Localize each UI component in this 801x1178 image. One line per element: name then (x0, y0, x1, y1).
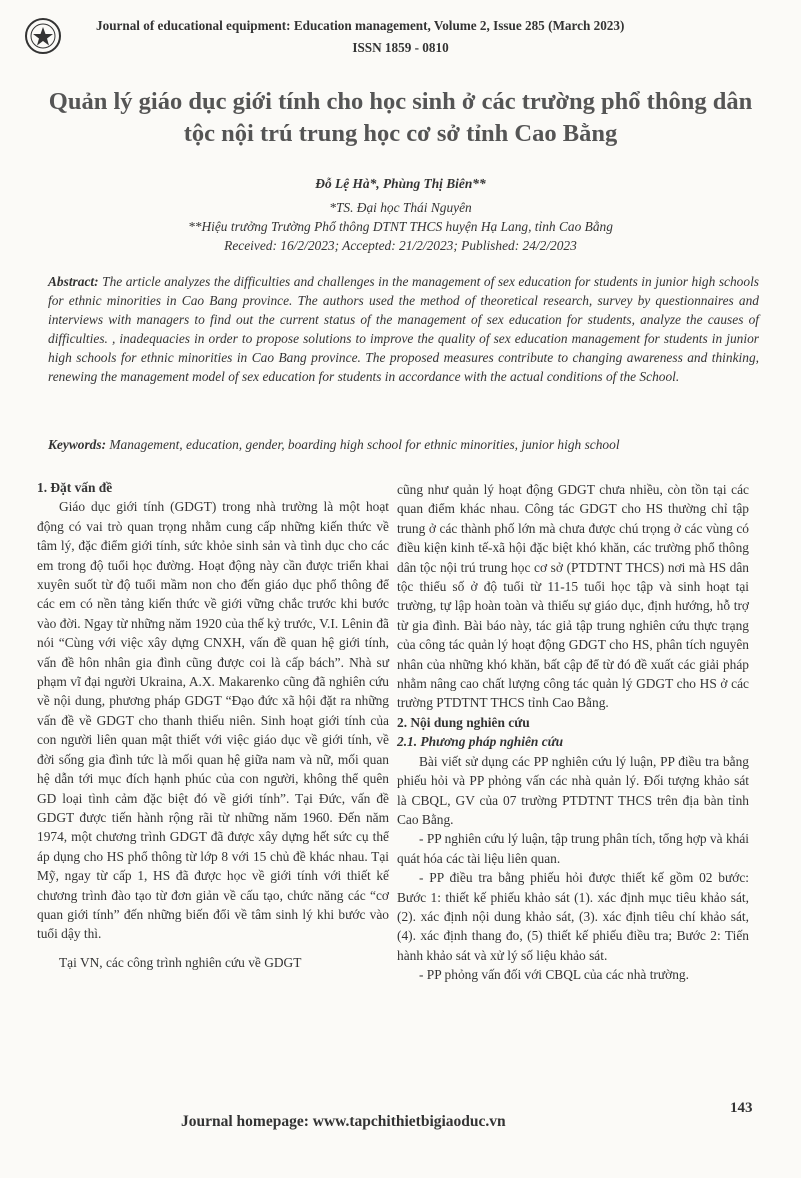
keywords (48, 435, 759, 454)
section-heading-2: 2. Nội dung nghiên cứu (397, 714, 530, 730)
paragraph: Bài viết sử dụng các PP nghiên cứu lý luận, PP điều tra bằng phiếu hỏi và PP phỏng vấn các nhà quản lý. Đối tượng khảo sát là CBQL, GV của 07 trường PTDTNT THCS trên địa bàn tỉnh Cao Bằng. (397, 753, 749, 827)
affiliation-1: *TS. Đại học Thái Nguyên (329, 200, 472, 215)
abstract-label: Abstract: (48, 274, 99, 289)
article-title: Quản lý giáo dục giới tính cho học sinh ở các trường phổ thông dân tộc nội trú trung học cơ sở tỉnh Cao Bằng (48, 88, 753, 147)
paragraph: Giáo dục giới tính (GDGT) trong nhà trường là một hoạt động có vai trò quan trọng nhằm cung cấp những kiến thức về tâm lý, đặc điểm giới tính, sức khỏe sinh sản và tình dục cho các em trong độ tuổi học đường. Hoạt động này cần được triển khai xuyên suốt từ độ tuổi mầm non cho đến giáo dục phổ thông để các em có nền tảng kiến thức về giới vững chắc trước khi bước vào đời. Ngay từ những năm 1920 của thế kỷ trước, V.I. Lênin đã nói “Cùng với việc xây dựng CNXH, vấn đề quan hệ giới tính, vấn đề hôn nhân gia đình cũng được coi là cấp bách”. Nhà sư phạm vĩ đại người Ukraina, A.X. Makarenko cũng đã nghiên cứu về nội dung, phương pháp GDGT “Đạo đức xã hội đặt ra những vấn đề về GDGT cho thanh thiếu niên. Sinh hoạt giới tính của con người liên quan mật thiết với việc giáo dục về giới tính, về đời sống gia đình tức là mối quan hệ giữa nam và nữ, mối quan hệ dẫn tới mục đích hạnh phúc của con người, không thể quên GD loại tình cảm đặc biệt đó về giới tính”. Tại Đức, vấn đề GDGT được tiến hành rộng rãi từ những năm 1960. Đến năm 1974, một chương trình GDGT đã được xây dựng hết sức cụ thể áp dụng cho HS phổ thông từ lớp 8 với 15 chủ đề khác nhau. Tại Mỹ, ngay từ cấp 1, HS đã được học về giới tính với thiết kế chương trình đào tạo từ đơn giản về cấu tạo, chức năng các “cơ quan giới tính” đến những biến đổi về tâm sinh lý khi bước vào tuổi dậy thì. (37, 499, 389, 942)
right-column (397, 480, 749, 985)
issn-line: ISSN 1859 - 0810 (352, 40, 449, 55)
abstract-text: The article analyzes the difficulties and challenges in the management of sex education for students in junior high schools for ethnic minorities in Cao Bang province. The authors used the method of theoretical research, survey by questionnaires and interviews with managers to find out the current status of the management of sex education for students, analyze the causes of difficulties. , inadequacies in order to propose solutions to improve the quality of sex education management for students in junior high schools for ethnic minorities in Cao Bang province. The proposed measures contribute to changing awareness and thinking, renewing the management model of sex education for students in accordance with the actual conditions of the School. (48, 274, 759, 384)
subsection-heading-2-1: 2.1. Phương pháp nghiên cứu (397, 734, 564, 750)
page-number: 143 (730, 1100, 753, 1116)
journal-homepage: Journal homepage: www.tapchithietbigiaoduc.vn (181, 1113, 506, 1130)
journal-header: Journal of educational equipment: Education management, Volume 2, Issue 285 (March 2023) (96, 18, 625, 33)
paragraph: - PP phỏng vấn đối với CBQL của các nhà trường. (419, 967, 689, 983)
publication-dates: Received: 16/2/2023; Accepted: 21/2/2023; Published: 24/2/2023 (224, 238, 577, 253)
paragraph: - PP điều tra bằng phiếu hỏi được thiết kế gồm 02 bước: Bước 1: thiết kế phiếu khảo sát (1). xác định mục tiêu khảo sát, (2). xác định nội dung khảo sát, (3). xác định tiêu chí khảo sát, (4). xác định thang đo, (5) thiết kế phiếu điều tra; Bước 2: Tiến hành khảo sát và xử lý số liệu khảo sát. (397, 870, 749, 963)
section-heading-1: 1. Đặt vấn đề (37, 480, 113, 495)
abstract (48, 272, 759, 386)
keywords-text: Management, education, gender, boarding high school for ethnic minorities, junior high school (109, 437, 620, 452)
authors: Đỗ Lệ Hà*, Phùng Thị Biên** (315, 176, 486, 191)
paragraph: - PP nghiên cứu lý luận, tập trung phân tích, tổng hợp và khái quát hóa các tài liệu liên quan. (397, 831, 749, 866)
left-column (37, 478, 389, 972)
paragraph: cũng như quản lý hoạt động GDGT chưa nhiều, còn tồn tại các quan điểm khác nhau. Công tác GDGT cho HS thường chỉ tập trung ở các thành phố lớn mà chưa được chú trọng ở các vùng có điều kiện kinh tế-xã hội đặc biệt khó khăn, các trường phổ thông dân tộc nội trú trung học cơ sở (PTDTNT THCS) nơi mà HS dân tộc thiểu số ở độ tuổi từ 11-15 tuổi học tập và sinh hoạt tại trường, tự lập hoàn toàn và thiếu sự giáo dục, định hướng, hỗ trợ từ gia đình. Bài báo này, tác giả tập trung nghiên cứu thực trạng của công tác quản lý hoạt động GDGT cho HS, phân tích nguyên nhân của những khó khăn, bất cập để từ đó đề xuất các giải pháp nhằm nâng cao chất lượng công tác quản lý GDGT cho HS ở các trường PTDTNT THCS tỉnh Cao Bằng. (397, 482, 749, 711)
paragraph: Tại VN, các công trình nghiên cứu về GDGT (59, 954, 302, 970)
affiliation-2: **Hiệu trưởng Trường Phổ thông DTNT THCS huyện Hạ Lang, tỉnh Cao Bằng (188, 219, 613, 234)
keywords-label: Keywords: (48, 437, 107, 452)
